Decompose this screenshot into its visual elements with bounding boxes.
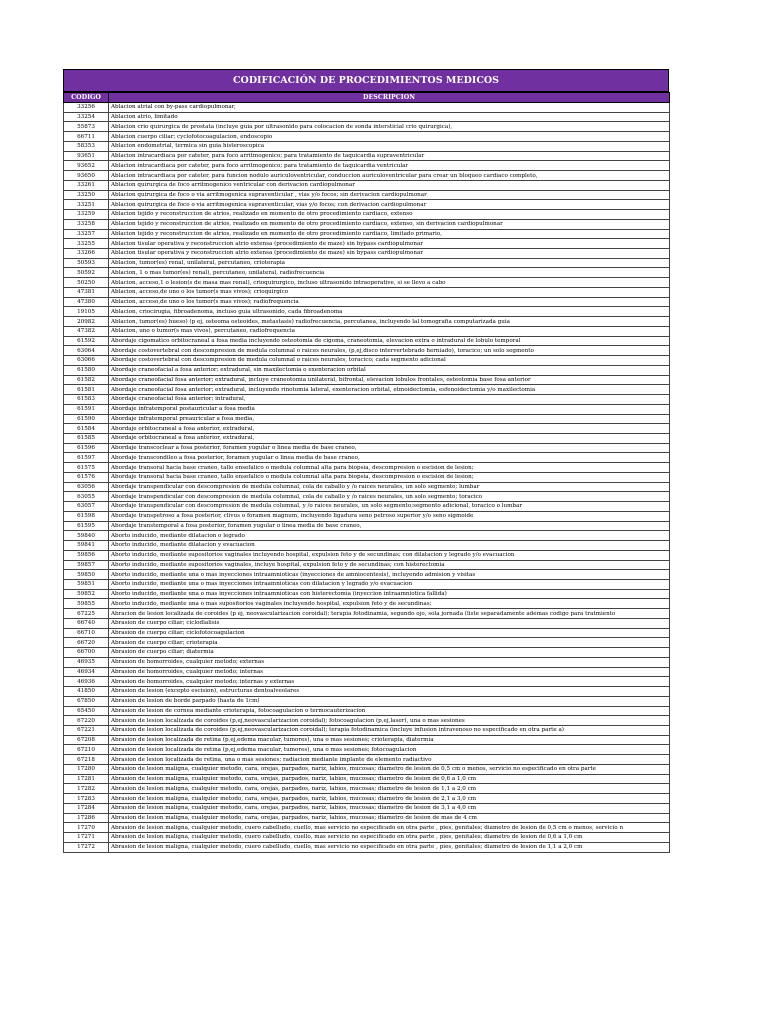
procedure-code: 33266 bbox=[64, 249, 109, 259]
table-row bbox=[64, 414, 670, 424]
table-row bbox=[64, 492, 670, 502]
table-row bbox=[64, 307, 670, 317]
table-row bbox=[64, 356, 670, 366]
table-row bbox=[64, 453, 670, 463]
procedure-code: 59841 bbox=[64, 541, 109, 551]
procedure-code: 67208 bbox=[64, 735, 109, 745]
procedures-sheet bbox=[63, 69, 669, 853]
table-row bbox=[64, 171, 670, 181]
procedure-description: Abordaje infratemporal preauricular a fosa media, bbox=[109, 414, 670, 424]
procedure-code: 59840 bbox=[64, 531, 109, 541]
procedure-code: 93651 bbox=[64, 151, 109, 161]
procedure-code: 61581 bbox=[64, 385, 109, 395]
procedure-code: 33258 bbox=[64, 219, 109, 229]
procedure-code: 59850 bbox=[64, 570, 109, 580]
procedure-code: 63066 bbox=[64, 356, 109, 366]
procedure-description: Abordaje cigomatico orbitocraneal a fosa media incluyendo osteotomia de cigoma, craneotomia, elevacion extra o intradural de lobulo temporal bbox=[109, 336, 670, 346]
procedure-code: 61590 bbox=[64, 414, 109, 424]
table-row bbox=[64, 823, 670, 833]
procedure-description: Ablacion, tumor(es) renal, unilateral, percutaneo, crioterapia bbox=[109, 258, 670, 268]
table-row bbox=[64, 346, 670, 356]
table-row bbox=[64, 687, 670, 697]
table-row bbox=[64, 268, 670, 278]
procedure-code: 66740 bbox=[64, 618, 109, 628]
table-row bbox=[64, 550, 670, 560]
procedure-description: Abordaje transtemporal a fosa posterior, foramen yugular o linea media de base craneo, bbox=[109, 521, 670, 531]
table-row bbox=[64, 521, 670, 531]
column-header-code: CODIGO bbox=[64, 93, 109, 103]
procedure-code: 61576 bbox=[64, 472, 109, 482]
procedure-description: Ablacion endometrial, termica sin guia histeroscopica bbox=[109, 141, 670, 151]
procedure-code: 17281 bbox=[64, 774, 109, 784]
procedure-description: Abordaje costovertebral con descompresion de medula columnal o raices neurales, (p,ej,disco intervertebrado herniado), toracico; un solo segmento bbox=[109, 346, 670, 356]
table-row bbox=[64, 638, 670, 648]
table-row bbox=[64, 141, 670, 151]
table-row bbox=[64, 287, 670, 297]
table-row bbox=[64, 618, 670, 628]
procedure-description: Abrasion de lesion maligna, cualquier metodo, cuero cabelludo, cuello, mas servicio no especificado en otra parte , pies, genitales; diametro de lesion de 0,6 a 1,0 cm bbox=[109, 833, 670, 843]
procedure-code: 47380 bbox=[64, 297, 109, 307]
procedure-code: 67850 bbox=[64, 696, 109, 706]
procedure-description: Abordaje costovertebral con descompresion de medula columnal o raices neurales, toracico; cada segmento adicional bbox=[109, 356, 670, 366]
table-row bbox=[64, 433, 670, 443]
procedure-code: 46936 bbox=[64, 677, 109, 687]
table-header-row bbox=[64, 93, 670, 103]
procedure-description: Ablacion quirurgica de foco o via arritmogenica supraventicular , vias y/o focos; sin derivacion cardiopulmonar bbox=[109, 190, 670, 200]
procedure-code: 59857 bbox=[64, 560, 109, 570]
procedure-code: 61583 bbox=[64, 395, 109, 405]
table-row bbox=[64, 424, 670, 434]
procedure-code: 61584 bbox=[64, 424, 109, 434]
table-row bbox=[64, 726, 670, 736]
procedure-code: 58353 bbox=[64, 141, 109, 151]
procedure-code: 61597 bbox=[64, 453, 109, 463]
procedure-description: Ablacion atrio, limitado bbox=[109, 112, 670, 122]
table-row bbox=[64, 385, 670, 395]
table-row bbox=[64, 570, 670, 580]
table-row bbox=[64, 833, 670, 843]
procedure-description: Ablacion tisular operativa y reconstruccion atrio extensa (procedimiento de maze) sin bypass cardiopulmonar bbox=[109, 239, 670, 249]
procedure-description: Aborto inducido, mediante dilatacion y evacuacion bbox=[109, 541, 670, 551]
table-row bbox=[64, 472, 670, 482]
procedure-description: Abrasion de lesion maligna, cualquier metodo, cara, orejas, parpados, nariz, labios, mucosas; diametro de lesion de mas de 4 cm bbox=[109, 813, 670, 823]
procedure-description: Abordaje infratemporal postauricular a fosa media bbox=[109, 404, 670, 414]
table-row bbox=[64, 696, 670, 706]
procedure-description: Ablacion cuerpo ciliar; cyclofotocoagulacion, endoscopio bbox=[109, 132, 670, 142]
table-row bbox=[64, 794, 670, 804]
table-row bbox=[64, 511, 670, 521]
procedure-code: 17282 bbox=[64, 784, 109, 794]
procedure-description: Abordaje transcoclear a fosa posterior, foramen yugular o linea media de base craneo, bbox=[109, 443, 670, 453]
procedure-description: Abrasion de lesion maligna, cualquier metodo, cara, orejas, parpados, nariz, labios, mucosas; diametro de lesion de 2,1 a 3,0 cm bbox=[109, 794, 670, 804]
procedure-description: Ablacion tejido y reconstruccion de atrios, realizado en momento de otro procedimiento cardiaco, extenso bbox=[109, 210, 670, 220]
procedure-description: Abordaje transcondileo a fosa posterior, foramen yugular o linea media de base craneo, bbox=[109, 453, 670, 463]
table-row bbox=[64, 103, 670, 113]
column-header-description: DESCRIPCION bbox=[109, 93, 670, 103]
table-row bbox=[64, 755, 670, 765]
procedure-description: Ablacion, tumor(es) hueso) (p ej, osteoma osteoides, metastasis) radiofrecuencia, percutanea, incluyendo lal tomografia computarizada guia bbox=[109, 317, 670, 327]
procedure-description: Ablacion tejido y reconstruccion de atrios, realizado en momento de otro procedimiento cardiaco, extenso, sin derivacion cardiopulmonar bbox=[109, 219, 670, 229]
procedure-code: 61585 bbox=[64, 433, 109, 443]
sheet-title: CODIFICACIÓN DE PROCEDIMIENTOS MEDICOS bbox=[63, 69, 669, 92]
procedure-description: Aborto inducido, mediante dilatacion o legrado bbox=[109, 531, 670, 541]
procedure-description: Ablacion intracardiaca por cateter, para foco arritmogenico; para tratamiento de taquicardia ventricular bbox=[109, 161, 670, 171]
table-row bbox=[64, 842, 670, 852]
procedure-description: Abrasion de lesion localizada de retina (p,ej,edema macular, tumores), una o mas sesiones; fotocoagulacion bbox=[109, 745, 670, 755]
procedure-code: 19105 bbox=[64, 307, 109, 317]
table-row bbox=[64, 297, 670, 307]
procedure-code: 65450 bbox=[64, 706, 109, 716]
table-row bbox=[64, 716, 670, 726]
table-row bbox=[64, 219, 670, 229]
procedure-code: 33261 bbox=[64, 180, 109, 190]
table-row bbox=[64, 249, 670, 259]
procedure-code: 17272 bbox=[64, 842, 109, 852]
procedure-code: 20982 bbox=[64, 317, 109, 327]
procedure-code: 66711 bbox=[64, 132, 109, 142]
procedure-code: 61592 bbox=[64, 336, 109, 346]
procedure-code: 93652 bbox=[64, 161, 109, 171]
procedure-code: 61591 bbox=[64, 404, 109, 414]
procedure-code: 66710 bbox=[64, 628, 109, 638]
procedure-description: Aborto inducido, mediante una o mas inyecciones intraamnioticas (inyecciones de amniocentesis), incluyendo admision y visitas bbox=[109, 570, 670, 580]
table-row bbox=[64, 326, 670, 336]
procedure-description: Ablacion crio quirurgica de prostata (incluye guia por ultrasonido para colocacion de sonda intersticial crio quirurgica), bbox=[109, 122, 670, 132]
procedure-description: Abordaje craneofacial fosa anterior; intradural, bbox=[109, 395, 670, 405]
table-row bbox=[64, 258, 670, 268]
table-row bbox=[64, 151, 670, 161]
procedure-description: Abrasion de lesion maligna, cualquier metodo, cara, orejas, parpados, nariz, labios, mucosas; diametro de lesion de 3,1 a 4,0 cm bbox=[109, 803, 670, 813]
procedure-code: 93650 bbox=[64, 171, 109, 181]
procedure-description: Abordaje craneofacial fosa anterior; extradural, incluyendo rinotomia lateral, exenteracion orbital, etmoidectomia, esfenoidectomia y/o maxilectomia bbox=[109, 385, 670, 395]
procedure-code: 63064 bbox=[64, 346, 109, 356]
procedure-code: 47382 bbox=[64, 326, 109, 336]
procedure-code: 61575 bbox=[64, 463, 109, 473]
procedure-description: Abrasion de lesion maligna, cualquier metodo, cara, orejas, parpados, nariz, labios, mucosas; diametro de lesion de 1,1 a 2,0 cm bbox=[109, 784, 670, 794]
table-row bbox=[64, 764, 670, 774]
procedure-description: Ablacion intracardiaca por cateter, para foco arritmogenico; para tratamiento de taquicardia supraventricular bbox=[109, 151, 670, 161]
procedure-description: Ablacion atrial con by-pass cardiopulmonar, bbox=[109, 103, 670, 113]
table-row bbox=[64, 404, 670, 414]
table-row bbox=[64, 706, 670, 716]
procedure-code: 50593 bbox=[64, 258, 109, 268]
table-row bbox=[64, 803, 670, 813]
procedure-description: Abrasion de lesion (excepto escision), estructuras dentoalveolares bbox=[109, 687, 670, 697]
procedure-description: Abrasion de lesion maligna, cualquier metodo, cara, orejas, parpados, nariz, labios, mucosas; diametro de lesion de 0,6 a 1,0 cm bbox=[109, 774, 670, 784]
procedure-code: 33256 bbox=[64, 103, 109, 113]
procedure-code: 63057 bbox=[64, 502, 109, 512]
procedure-code: 50250 bbox=[64, 278, 109, 288]
table-row bbox=[64, 395, 670, 405]
table-row bbox=[64, 667, 670, 677]
table-row bbox=[64, 735, 670, 745]
table-row bbox=[64, 560, 670, 570]
procedure-description: Abordaje transpendicular con descompresion de medula columnal, cola de caballo y /o raices neurales, un solo segmento; lumbar bbox=[109, 482, 670, 492]
procedure-code: 67218 bbox=[64, 755, 109, 765]
procedure-description: Abordaje transoral hacia base craneo, tallo ensefalico o medula columnal alta para biopsia, descompresion o escision de lesion; bbox=[109, 472, 670, 482]
procedure-description: Abrasion de cuerpo ciliar; ciclodialisis bbox=[109, 618, 670, 628]
procedure-code: 67220 bbox=[64, 716, 109, 726]
table-row bbox=[64, 112, 670, 122]
procedure-code: 63055 bbox=[64, 492, 109, 502]
table-row bbox=[64, 161, 670, 171]
procedure-code: 66720 bbox=[64, 638, 109, 648]
table-row bbox=[64, 317, 670, 327]
procedure-description: Ablacion quirurgica de foco arritmogenico ventricular con derivacion cardiopulmonar bbox=[109, 180, 670, 190]
table-row bbox=[64, 541, 670, 551]
procedure-description: Abordaje craneofacial fosa anterior; extradural, incluye craneotomia unilateral, bifrontal, elevacion lobulos frontales, osteotomia base fosa anterior bbox=[109, 375, 670, 385]
table-row bbox=[64, 190, 670, 200]
procedure-code: 59856 bbox=[64, 550, 109, 560]
table-row bbox=[64, 229, 670, 239]
procedure-description: Ablacion, criocirugia, fibroadenoma, incluso guia ultrasonido, cada fibroadenoma bbox=[109, 307, 670, 317]
procedure-description: Aborto inducido, mediante supositorios vaginales, incluye hospital, expulsion feto y de secundinas; con histerectomia bbox=[109, 560, 670, 570]
procedure-code: 41850 bbox=[64, 687, 109, 697]
table-row bbox=[64, 200, 670, 210]
procedure-description: Aborto inducido, mediante supositorios vaginales incluyendo hospital, expulsion feto y de secundinas; con dilatacion y legrado y/o evacuacion bbox=[109, 550, 670, 560]
table-row bbox=[64, 813, 670, 823]
procedure-code: 17271 bbox=[64, 833, 109, 843]
table-row bbox=[64, 482, 670, 492]
procedure-description: Abrasion de lesion localizada de retina (p,ej,edema macular, tumores), una o mas sesiones; crioterapia, diatermia bbox=[109, 735, 670, 745]
procedure-description: Ablacion, uno o tumor(s mas vivos), percutaneo, radiofrequencia bbox=[109, 326, 670, 336]
procedure-code: 33257 bbox=[64, 229, 109, 239]
procedure-description: Ablacion, acceso,de uno o los tumor(s mas vivos); radiofrequencia bbox=[109, 297, 670, 307]
table-row bbox=[64, 365, 670, 375]
procedure-description: Abrasion de lesion localizada de coroides (p,ej,neovascularizacion coroidal); terapia fotodinamica (incluye infusion intravenoso no especificado en otra parte a) bbox=[109, 726, 670, 736]
table-row bbox=[64, 745, 670, 755]
procedure-code: 33255 bbox=[64, 239, 109, 249]
procedure-description: Abordaje transpendicular con descompresion de medula columnal, y /o raices neurales, un solo segmento;segmento adicional, toracico o lumbar bbox=[109, 502, 670, 512]
procedure-description: Ablacion, 1 o mas tumor(es) renal), percutaneo, unilateral, radiofrecuencia bbox=[109, 268, 670, 278]
procedure-code: 33259 bbox=[64, 210, 109, 220]
table-row bbox=[64, 375, 670, 385]
procedure-code: 66700 bbox=[64, 648, 109, 658]
procedures-table bbox=[63, 92, 670, 853]
procedure-code: 61596 bbox=[64, 443, 109, 453]
procedure-code: 61582 bbox=[64, 375, 109, 385]
procedure-code: 59855 bbox=[64, 599, 109, 609]
table-row bbox=[64, 628, 670, 638]
procedure-description: Ablacion intracardiaca por cateter, para funcion nodulo auriculoventricular, conduccion auriculoventricular para crear un bloqueo cardiaco completo, bbox=[109, 171, 670, 181]
procedure-code: 17280 bbox=[64, 764, 109, 774]
table-row bbox=[64, 132, 670, 142]
table-row bbox=[64, 336, 670, 346]
procedure-description: Abrasion de lesion maligna, cualquier metodo, cara, orejas, parpados, nariz, labios, mucosas; diametro de lesion de 0,5 cm o menos, servicio no especificado en otra parte bbox=[109, 764, 670, 774]
procedure-code: 33251 bbox=[64, 200, 109, 210]
table-row bbox=[64, 278, 670, 288]
table-row bbox=[64, 122, 670, 132]
table-row bbox=[64, 502, 670, 512]
procedure-code: 33250 bbox=[64, 190, 109, 200]
table-body bbox=[64, 103, 670, 853]
table-row bbox=[64, 239, 670, 249]
procedure-code: 17286 bbox=[64, 813, 109, 823]
procedure-code: 63056 bbox=[64, 482, 109, 492]
table-row bbox=[64, 774, 670, 784]
procedure-description: Abrasion de homorroides, cualquier metodo; externas bbox=[109, 657, 670, 667]
procedure-code: 61598 bbox=[64, 511, 109, 521]
procedure-description: Abrasion de lesion maligna, cualquier metodo, cuero cabelludo, cuello, mas servicio no especificado en otra parte , pies, genitales; diametro de lesion de 0,5 cm o menos, servicio n bbox=[109, 823, 670, 833]
procedure-description: Ablacion tejido y reconstruccion de atrios, realizado en momento de otro procedimiento cardiaco, limitado primario, bbox=[109, 229, 670, 239]
procedure-description: Abordaje transpendicular con descompresion de medula columnal, cola de caballo y /o raices neurales, un solo segmento; toracico bbox=[109, 492, 670, 502]
procedure-description: Abordaje transpetroso a fosa posterior, clivus o foramen magnum, incluyendo ligadura seno petroso superior y/o seno sigmoide bbox=[109, 511, 670, 521]
table-row bbox=[64, 784, 670, 794]
procedure-description: Abordaje craneofacial a fosa anterior; extradural, sin maxilectomia o exenteracion orbital bbox=[109, 365, 670, 375]
procedure-description: Abordaje transoral hacia base craneo, tallo ensefalico o medula columnal alta para biopsia, descompresion o escision de lesion; bbox=[109, 463, 670, 473]
procedure-code: 59851 bbox=[64, 579, 109, 589]
table-row bbox=[64, 180, 670, 190]
procedure-description: Abracion de lesion localizada de coroides (p ej, neovascularizacion coroidal); terapia fotodinamia, segundo ojo, sola jornada (liste separadamente ademas codigo para tratmiento bbox=[109, 609, 670, 619]
table-row bbox=[64, 648, 670, 658]
procedure-code: 55873 bbox=[64, 122, 109, 132]
procedure-code: 59852 bbox=[64, 589, 109, 599]
procedure-code: 61580 bbox=[64, 365, 109, 375]
procedure-code: 67210 bbox=[64, 745, 109, 755]
procedure-description: Abordaje orbitocraneal a fosa anterior, extradural, bbox=[109, 424, 670, 434]
procedure-description: Ablacion, acceso,de uno o los tumor(s mas vivos); crioquirgico bbox=[109, 287, 670, 297]
procedure-description: Abrasion de cuerpo ciliar; diatermia bbox=[109, 648, 670, 658]
procedure-code: 17283 bbox=[64, 794, 109, 804]
procedure-code: 33254 bbox=[64, 112, 109, 122]
procedure-description: Ablacion, acceso,1 o lesion(s de masa mas renal), crioquirurgico, incluso ultrasonido intraoperative, si se llevo a cabo bbox=[109, 278, 670, 288]
table-row bbox=[64, 657, 670, 667]
procedure-description: Aborto inducido, mediante una o mas inyecciones intraamnioticas con histerectomia (inyeccion intraamniotica fallida) bbox=[109, 589, 670, 599]
procedure-code: 67221 bbox=[64, 726, 109, 736]
table-row bbox=[64, 579, 670, 589]
procedure-description: Abrasion de lesion localizada de coroides (p,ej,neovascularizacion coroidal); fotocoagulacion (p,ej,laser), una o mas sesiones bbox=[109, 716, 670, 726]
procedure-description: Abrasion de lesion de borde parpado (hasta de 1cm) bbox=[109, 696, 670, 706]
table-row bbox=[64, 589, 670, 599]
table-row bbox=[64, 210, 670, 220]
table-row bbox=[64, 443, 670, 453]
procedure-description: Abrasion de lesion localizada de retina, una o mas sesiones; radiacion mediante implante de elemento radiactivo bbox=[109, 755, 670, 765]
procedure-description: Abrasion de lesion maligna, cualquier metodo, cuero cabelludo, cuello, mas servicio no especificado en otra parte , pies, genitales; diametro de lesion de 1,1 a 2,0 cm bbox=[109, 842, 670, 852]
procedure-code: 17270 bbox=[64, 823, 109, 833]
procedure-description: Aborto inducido, mediante una o mas supositorios vaginales incluyendo hospital, expulsion feto y de secundinas; bbox=[109, 599, 670, 609]
procedure-code: 46935 bbox=[64, 657, 109, 667]
procedure-code: 61595 bbox=[64, 521, 109, 531]
table-row bbox=[64, 531, 670, 541]
procedure-description: Abrasion de cuerpo ciliar; crioterapia bbox=[109, 638, 670, 648]
table-row bbox=[64, 609, 670, 619]
table-row bbox=[64, 463, 670, 473]
table-row bbox=[64, 677, 670, 687]
table-row bbox=[64, 599, 670, 609]
procedure-description: Ablacion tisular operativa y reconstruccion atrio extensa (procedimiento de maze) sin bypass cardiopulmonar bbox=[109, 249, 670, 259]
procedure-code: 46934 bbox=[64, 667, 109, 677]
procedure-description: Aborto inducido, mediante una o mas inyecciones intraamnioticas con dilatacion y legrado y/o evacuacion bbox=[109, 579, 670, 589]
procedure-code: 67225 bbox=[64, 609, 109, 619]
procedure-code: 50592 bbox=[64, 268, 109, 278]
procedure-description: Abrasion de lesion de cornea mediante crioterapia, fotocoagulacion o termocauterizacion bbox=[109, 706, 670, 716]
procedure-code: 17284 bbox=[64, 803, 109, 813]
procedure-description: Abrasion de homorroides, cualquier metodo; internas bbox=[109, 667, 670, 677]
procedure-description: Abordaje orbitocraneal a fosa anterior, extradural, bbox=[109, 433, 670, 443]
procedure-description: Abrasion de homorroides, cualquier metodo; internas y externas bbox=[109, 677, 670, 687]
procedure-description: Abrasion de cuerpo ciliar; ciclofotocoagulacion bbox=[109, 628, 670, 638]
procedure-code: 47381 bbox=[64, 287, 109, 297]
procedure-description: Ablacion quirurgica de foco o via arritmogenica supraventicular, vias y/o focos; con derivacion cardiopulmonar bbox=[109, 200, 670, 210]
